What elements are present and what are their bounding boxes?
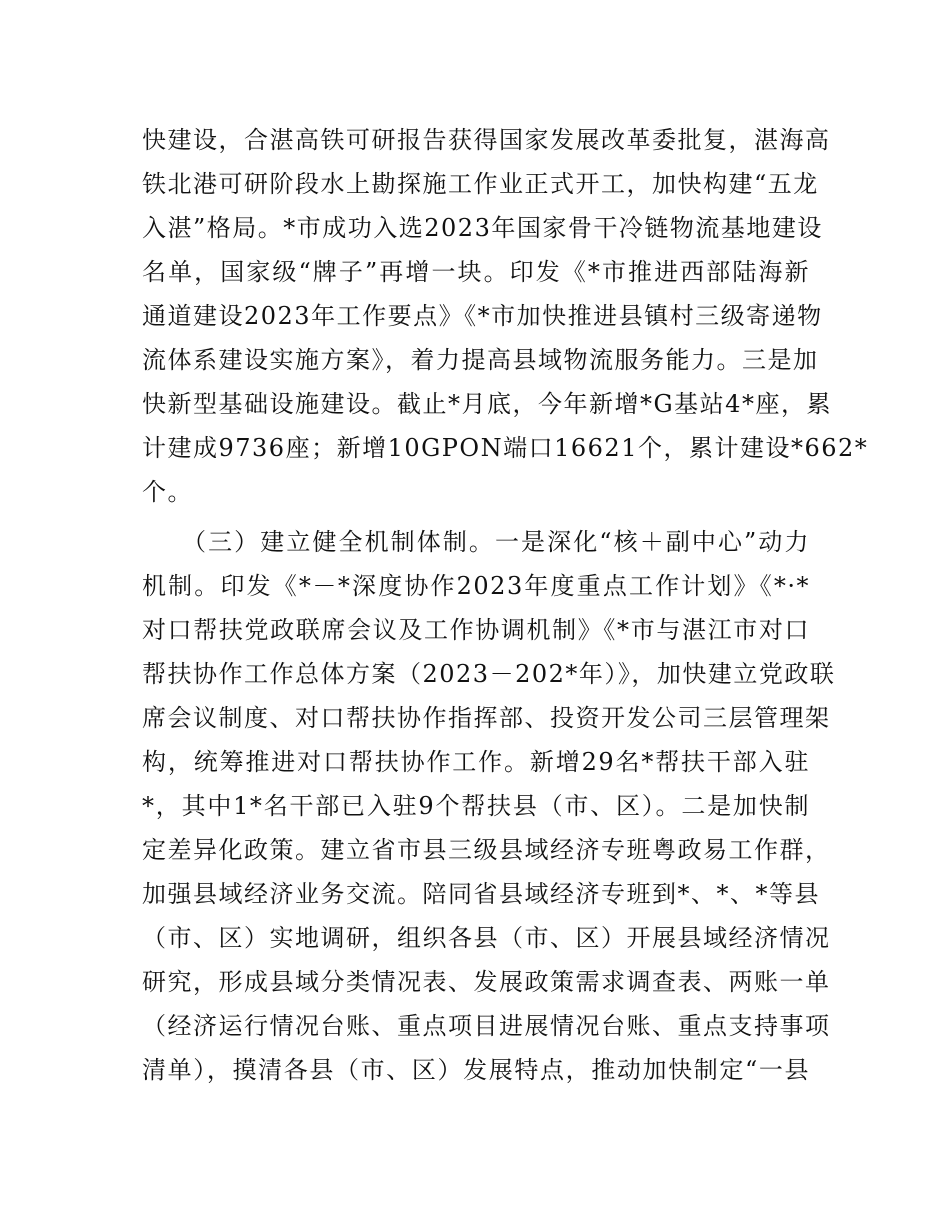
text-line: 流体系建设实施方案》，着力提高县域物流服务能力。三是加 <box>142 346 819 374</box>
text-line: 定差异化政策。建立省市县三级县域经济专班粤政易工作群， <box>142 836 831 864</box>
section-heading-line: （三）建立健全机制体制。一是深化“核＋副中心”动力 <box>182 528 810 556</box>
text-line: 帮扶协作工作总体方案（2023－202*年）》，加快建立党政联 <box>142 660 836 688</box>
text-line: 快新型基础设施建设。截止*月底，今年新增*G基站4*座，累 <box>142 390 832 418</box>
text-line: 快建设，合湛高铁可研报告获得国家发展改革委批复，湛海高 <box>142 126 831 154</box>
text-line: 通道建设2023年工作要点》《*市加快推进县镇村三级寄递物 <box>142 302 823 330</box>
text-line: 加强县域经济业务交流。陪同省县域经济专班到*、*、*等县 <box>142 880 820 908</box>
paragraph-infrastructure <box>142 118 869 514</box>
text-line: （市、区）实地调研，组织各县（市、区）开展县域经济情况 <box>142 924 831 952</box>
text-line: 计建成9736座；新增10GPON端口16621个，累计建设*662* <box>142 434 869 462</box>
text-line: 个。 <box>142 478 193 506</box>
text-line: 研究，形成县域分类情况表、发展政策需求调查表、两账一单 <box>142 968 831 996</box>
text-line: 入湛”格局。*市成功入选2023年国家骨干冷链物流基地建设 <box>142 214 823 242</box>
text-line: 名单，国家级“牌子”再增一块。印发《*市推进西部陆海新 <box>142 258 810 286</box>
text-line: 对口帮扶党政联席会议及工作协调机制》《*市与湛江市对口 <box>142 616 810 644</box>
text-line: （经济运行情况台账、重点项目进展情况台账、重点支持事项 <box>142 1012 831 1040</box>
text-line: 席会议制度、对口帮扶协作指挥部、投资开发公司三层管理架 <box>142 704 831 732</box>
text-line: 构，统筹推进对口帮扶协作工作。新增29名*帮扶干部入驻 <box>142 748 810 776</box>
text-line: *，其中1*名干部已入驻9个帮扶县（市、区）。二是加快制 <box>142 792 810 820</box>
text-line: 机制。印发《*－*深度协作2023年度重点工作计划》《*·* <box>142 572 810 600</box>
paragraph-mechanism <box>142 520 836 1092</box>
text-line: 铁北港可研阶段水上勘探施工作业正式开工，加快构建“五龙 <box>142 170 819 198</box>
text-line: 清单），摸清各县（市、区）发展特点，推动加快制定“一县 <box>142 1056 810 1084</box>
